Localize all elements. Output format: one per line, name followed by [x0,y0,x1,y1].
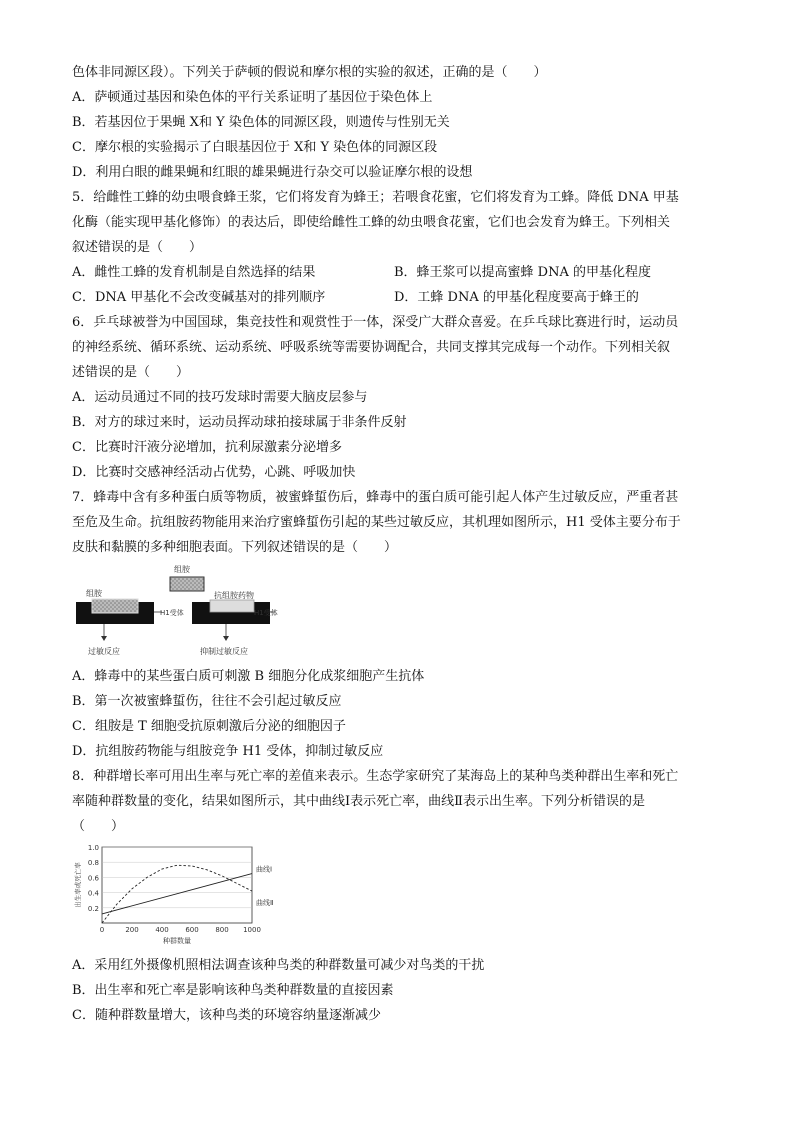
q5-stem-line1: 5．给雌性工蜂的幼虫喂食蜂王浆，它们将发育为蜂王；若喂食花蜜，它们将发育为工蜂。降低 DNA 甲基 [72,190,679,205]
birth-death-rate-chart [74,841,289,949]
exam-page [72,60,724,1028]
q6-stem-line2: 的神经系统、循环系统、运动系统、呼吸系统等需要协调配合，共同支撑其完成每一个动作。下列相关叙 [72,340,671,355]
chart-svg [74,841,289,949]
mechanism-diagram [74,562,289,662]
right-arrow-head [223,636,229,641]
y-tick-label: 0.8 [87,859,99,868]
q6-option-d: D．比赛时交感神经活动占优势，心跳、呼吸加快 [72,465,356,480]
y-tick-label: 0.6 [87,874,99,883]
histamine-bound-left [92,599,138,613]
y-tick-label: 0.4 [87,889,99,898]
q4-option-c: C．摩尔根的实验揭示了白眼基因位于 X和 Y 染色体的同源区段 [72,140,438,155]
x-axis-label: 种群数量 [163,937,191,945]
series-curve-2-label: 曲线Ⅱ [256,899,274,908]
drug-bound-right [210,600,254,612]
histamine-molecule-top [170,577,204,591]
antihistamine-mechanism-figure [74,562,289,662]
q7-stem-line1: 7．蜂毒中含有多种蛋白质等物质，被蜜蜂蜇伤后，蜂毒中的蛋白质可能引起人体产生过敏反应，严重者甚 [72,490,679,505]
fig-label-histamine-top: 组胺 [174,565,190,574]
q6-stem-line1: 6．乒乓球被誉为中国国球，集竞技性和观赏性于一体，深受广大群众喜爱。在乒乓球比赛进行时，运动员 [72,315,679,330]
q6-option-a: A．运动员通过不同的技巧发球时需要大脑皮层参与 [72,390,368,405]
y-tick-label: 0.2 [87,904,99,913]
q8-stem-line1: 8．种群增长率可用出生率与死亡率的差值来表示。生态学家研究了某海岛上的某种鸟类种群出生率和死亡 [72,769,679,784]
x-tick-label: 200 [125,926,139,934]
q5-stem-line3: 叙述错误的是（ ） [72,240,203,255]
y-axis-label: 出生率或死亡率 [74,862,82,908]
q4-option-d: D．利用白眼的雌果蝇和红眼的雄果蝇进行杂交可以验证摩尔根的设想 [72,165,473,180]
fig-label-receptor-left: H1受体 [160,609,184,617]
fig-label-histamine-left: 组胺 [86,589,102,598]
q4-stem: 色体非同源区段）。下列关于萨顿的假说和摩尔根的实验的叙述，正确的是（ ） [72,65,547,80]
x-tick-label: 0 [99,926,105,934]
q8-option-a: A．采用红外摄像机照相法调查该种鸟类的种群数量可减少对鸟类的干扰 [72,958,485,973]
left-arrow-head [101,636,107,641]
q7-stem-line2: 至危及生命。抗组胺药物能用来治疗蜜蜂蜇伤引起的某些过敏反应，其机理如图所示，H1 受体主要分布于 [72,515,681,530]
x-tick-label: 1000 [243,926,261,934]
q5-option-b: B．蜂王浆可以提高蜜蜂 DNA 的甲基化程度 [394,265,652,280]
q5-options-row1 [72,260,724,285]
q8-option-b: B．出生率和死亡率是影响该种鸟类种群数量的直接因素 [72,983,394,998]
fig-label-result-right: 抑制过敏反应 [200,647,248,656]
x-tick-label: 800 [215,926,229,934]
q7-option-d: D．抗组胺药物能与组胺竞争 H1 受体，抑制过敏反应 [72,744,384,759]
q4-option-b: B．若基因位于果蝇 X和 Y 染色体的同源区段，则遗传与性别无关 [72,115,450,130]
q5-option-c: C．DNA 甲基化不会改变碱基对的排列顺序 [72,290,326,305]
plot-frame [102,847,252,923]
x-tick-label: 600 [185,926,199,934]
q5-option-d: D．工蜂 DNA 的甲基化程度要高于蜂王的 [394,290,639,305]
q6-option-c: C．比赛时汗液分泌增加，抗利尿激素分泌增多 [72,440,342,455]
q6-option-b: B．对方的球过来时，运动员挥动球拍接球属于非条件反射 [72,415,407,430]
x-tick-label: 400 [155,926,169,934]
fig-label-drug: 抗组胺药物 [214,591,254,600]
q7-option-a: A．蜂毒中的某些蛋白质可刺激 B 细胞分化成浆细胞产生抗体 [72,669,425,684]
fig-label-receptor-right: H1受体 [254,609,278,617]
q8-stem-line2: 率随种群数量的变化，结果如图所示，其中曲线Ⅰ表示死亡率，曲线Ⅱ表示出生率。下列分析错误的是 [72,794,645,809]
q4-option-a: A．萨顿通过基因和染色体的平行关系证明了基因位于染色体上 [72,90,433,105]
q6-stem-line3: 述错误的是（ ） [72,365,190,380]
q7-stem-line3: 皮肤和黏膜的多种细胞表面。下列叙述错误的是（ ） [72,540,398,555]
y-tick-label: 1.0 [87,844,99,852]
q5-options-row2 [72,285,724,310]
q7-option-b: B．第一次被蜜蜂蜇伤，往往不会引起过敏反应 [72,694,342,709]
q5-option-a: A．雌性工蜂的发育机制是自然选择的结果 [72,265,316,280]
fig-label-result-left: 过敏反应 [88,647,120,656]
q7-option-c: C．组胺是 T 细胞受抗原刺激后分泌的细胞因子 [72,719,346,734]
q8-option-c: C．随种群数量增大，该种鸟类的环境容纳量逐渐减少 [72,1008,381,1023]
q5-stem-line2: 化酶（能实现甲基化修饰）的表达后，即使给雌性工蜂的幼虫喂食花蜜，它们也会发育为蜂王。下列相关 [72,215,671,230]
series-curve-1-label: 曲线Ⅰ [256,865,273,874]
q8-stem-line3: （ ） [72,819,125,834]
